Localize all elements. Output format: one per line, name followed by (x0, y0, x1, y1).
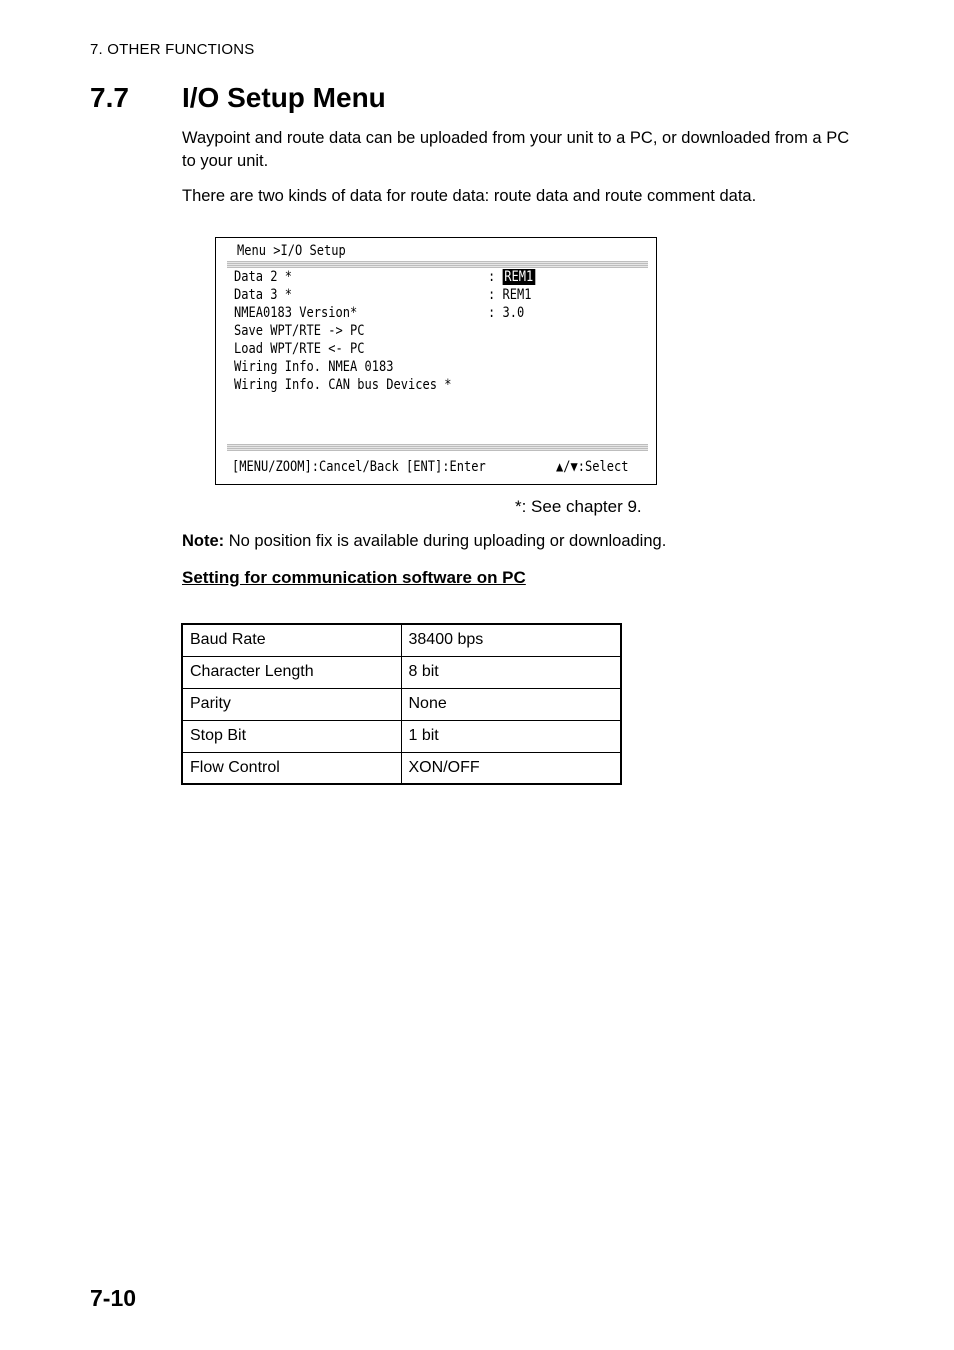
note-label: Note: (182, 532, 225, 550)
screen-title: Menu >I/O Setup (237, 243, 346, 259)
running-head: 7. OTHER FUNCTIONS (90, 41, 255, 58)
setting-name: Stop Bit (182, 720, 401, 752)
setting-name: Baud Rate (182, 624, 401, 656)
setting-name: Flow Control (182, 752, 401, 784)
note (182, 532, 666, 551)
menu-item-data2[interactable]: Data 2 * (234, 269, 292, 285)
setting-value: 38400 bps (401, 624, 621, 656)
screen-footer-right: ▲/▼:Select (556, 459, 629, 475)
screen-footer-left: [MENU/ZOOM]:Cancel/Back [ENT]:Enter (232, 459, 486, 475)
selected-value[interactable]: REM1 (504, 269, 534, 285)
menu-item-wiring-nmea[interactable]: Wiring Info. NMEA 0183 (234, 359, 394, 375)
menu-item-wiring-can[interactable]: Wiring Info. CAN bus Devices * (234, 377, 452, 393)
setting-value: XON/OFF (401, 752, 621, 784)
table-row (182, 688, 621, 720)
menu-item-nmea-version[interactable]: NMEA0183 Version* (234, 305, 358, 321)
setting-value: None (401, 688, 621, 720)
screen-title-bar (227, 261, 648, 268)
page-number: 7-10 (90, 1285, 137, 1311)
settings-table (181, 623, 622, 785)
menu-value-data2[interactable] (488, 269, 535, 287)
table-row (182, 752, 621, 784)
section-number: 7.7 (90, 82, 129, 113)
setting-value: 8 bit (401, 656, 621, 688)
menu-item-data3[interactable]: Data 3 * (234, 287, 292, 303)
section-title-text: I/O Setup Menu (182, 82, 386, 113)
note-text: No position fix is available during uploading or downloading. (224, 532, 667, 550)
table-row (182, 624, 621, 656)
footnote: *: See chapter 9. (515, 497, 642, 516)
screen-footer-bar (227, 444, 648, 451)
setting-name: Character Length (182, 656, 401, 688)
menu-item-load-wpt[interactable]: Load WPT/RTE <- PC (234, 341, 365, 357)
setting-value: 1 bit (401, 720, 621, 752)
setting-name: Parity (182, 688, 401, 720)
io-setup-screen (215, 237, 657, 485)
table-row (182, 720, 621, 752)
value-prefix: : (488, 269, 503, 285)
route-data-paragraph: There are two kinds of data for route data: route data and route comment data. (182, 187, 757, 205)
subheading: Setting for communication software on PC (182, 568, 526, 587)
table-row (182, 656, 621, 688)
intro-paragraph: Waypoint and route data can be uploaded from your unit to a PC, or downloaded from a PC to your unit. (182, 129, 850, 170)
section-title (90, 82, 386, 114)
menu-value-data3[interactable]: : REM1 (488, 287, 532, 303)
menu-value-nmea-version[interactable]: : 3.0 (488, 305, 525, 321)
menu-item-save-wpt[interactable]: Save WPT/RTE -> PC (234, 323, 365, 339)
